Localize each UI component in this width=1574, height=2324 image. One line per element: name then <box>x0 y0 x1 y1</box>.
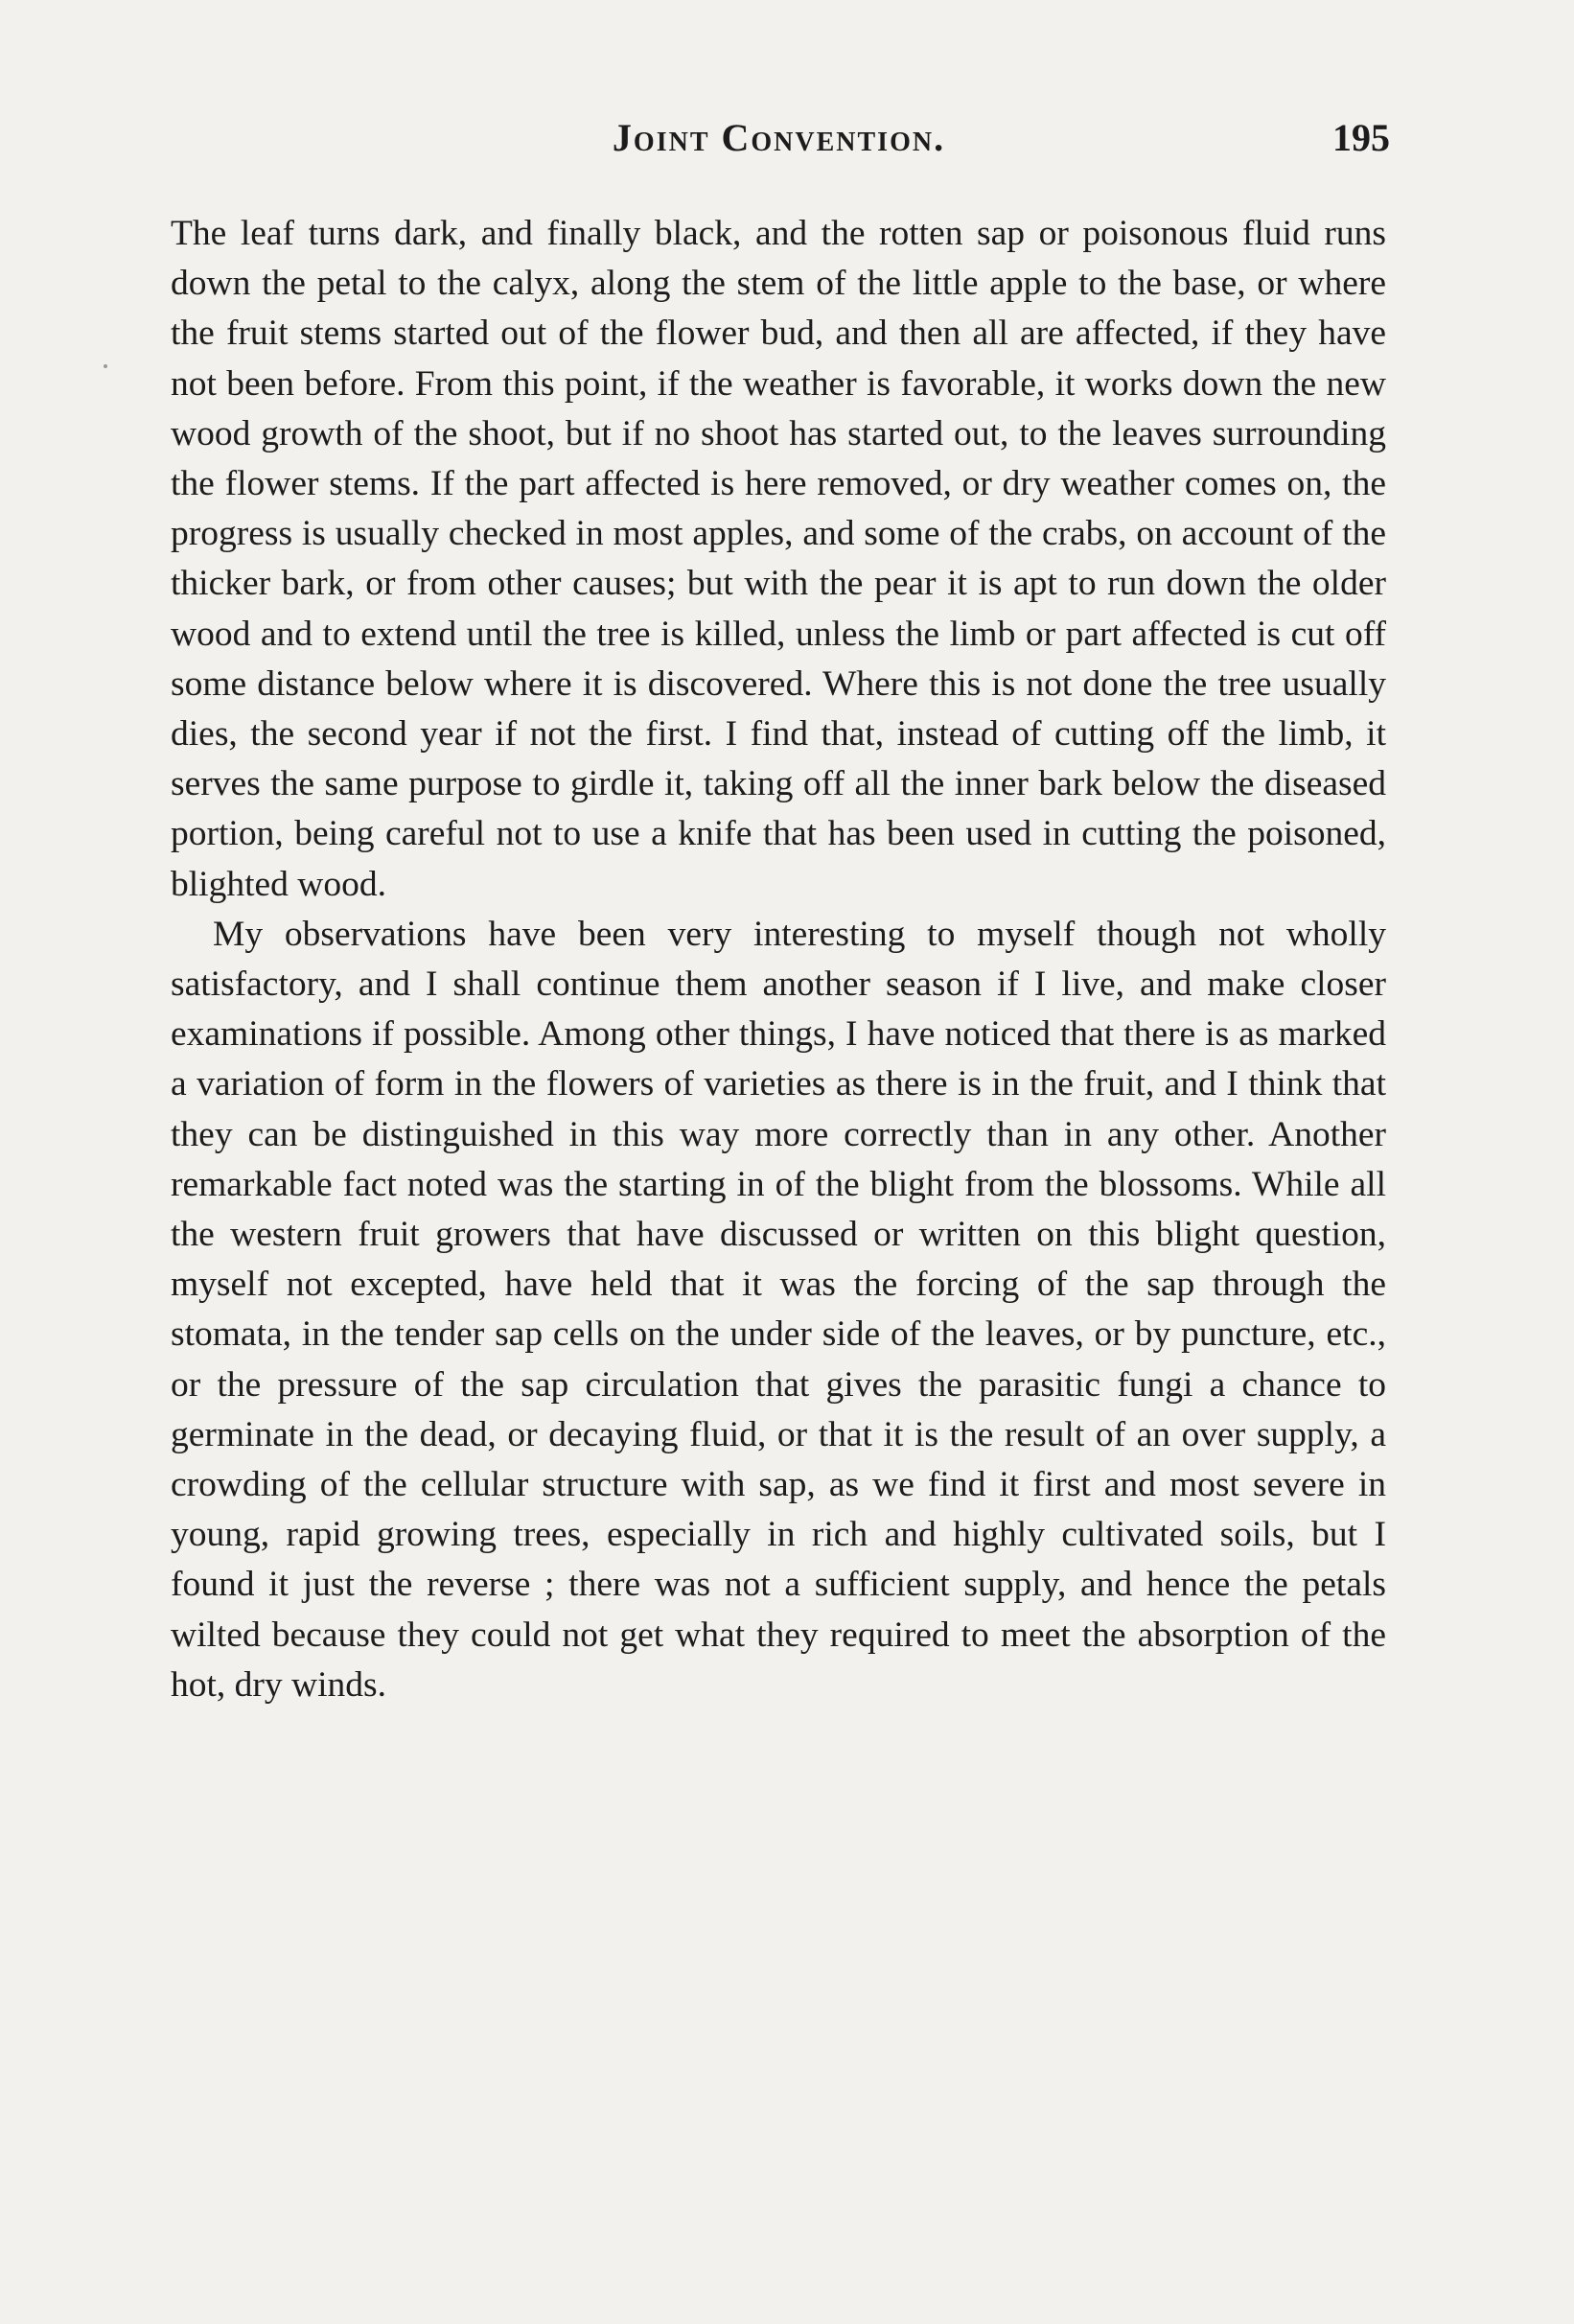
margin-speck <box>104 364 107 368</box>
paragraph-1: The leaf turns dark, and finally black, and the rotten sap or poisonous fluid runs down the petal to the calyx, along the stem of the little apple to the base, or where the fruit stems started out of the flower bud, and then all are affected, if they have not been before. From this point, if the weather is favorable, it works down the new wood growth of the shoot, but if no shoot has started out, to the leaves surrounding the flower stems. If the part affected is here removed, or dry weather comes on, the progress is usually checked in most apples, and some of the crabs, on account of the thicker bark, or from other causes; but with the pear it is apt to run down the older wood and to extend until the tree is killed, unless the limb or part affected is cut off some distance below where it is discovered. Where this is not done the tree usually dies, the second year if not the first. I find that, instead of cutting off the limb, it serves the same purpose to girdle it, taking off all the inner bark below the diseased portion, being careful not to use a knife that has been used in cutting the poisoned, blighted wood. <box>171 214 1386 904</box>
running-title: Joint Convention. <box>612 116 946 159</box>
body-text <box>171 209 1386 1710</box>
running-head <box>168 115 1390 173</box>
page-number: 195 <box>1332 116 1390 159</box>
paragraph-2: My observations have been very interesting to myself though not wholly satisfactory, and I shall continue them another season if I live, and make closer examinations if possible. Among other things, I have noticed that there is as marked a variation of form in the flowers of varieties as there is in the fruit, and I think that they can be distinguished in this way more correctly than in any other. Another remarkable fact noted was the starting in of the blight from the blossoms. While all the western fruit growers that have discussed or written on this blight question, myself not excepted, have held that it was the forcing of the sap through the stomata, in the tender sap cells on the under side of the leaves, or by puncture, etc., or the pressure of the sap circulation that gives the parasitic fungi a chance to germinate in the dead, or decaying fluid, or that it is the result of an over supply, a crowding of the cellular structure with sap, as we find it first and most severe in young, rapid growing trees, especially in rich and highly cultivated soils, but I found it just the reverse ; there was not a sufficient supply, and hence the petals wilted because they could not get what they required to meet the absorption of the hot, dry winds. <box>171 914 1386 1705</box>
